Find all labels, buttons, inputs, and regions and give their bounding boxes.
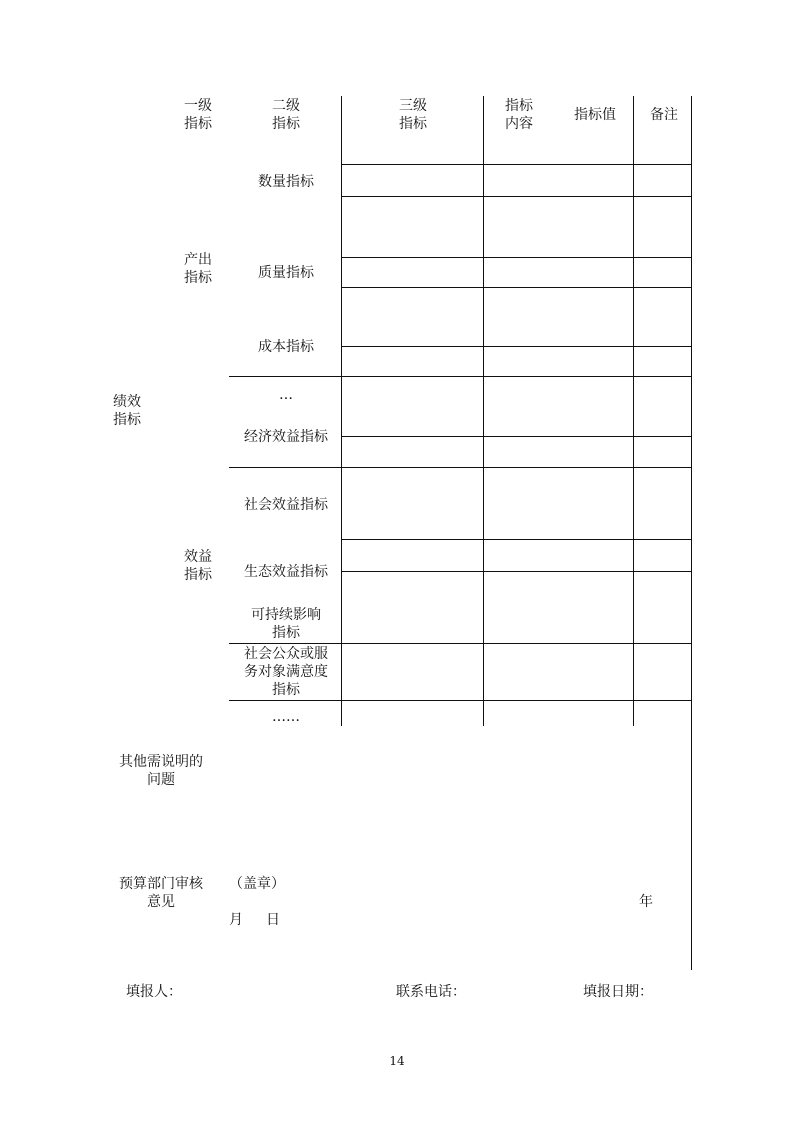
header-indicator-value: 指标值	[574, 107, 616, 123]
header-remark: 备注	[650, 107, 678, 123]
rule-h-header-bottom	[341, 164, 692, 165]
output-indicator-label: 产出 指标	[184, 252, 212, 286]
fill-date-label: 填报日期：	[583, 984, 653, 1000]
ecological-benefit-indicator: 生态效益指标	[244, 564, 328, 580]
review-opinion-label: 预算部门审核 意见	[119, 876, 203, 910]
rule-v-content-left	[483, 96, 484, 726]
benefit-indicator-label: 效益 指标	[184, 549, 212, 583]
year-text: 年	[639, 894, 653, 910]
sustainable-impact-indicator: 可持续影响 指标	[251, 607, 321, 641]
benefit-ellipsis: ……	[272, 709, 300, 725]
economic-benefit-indicator: 经济效益指标	[244, 429, 328, 445]
rule-h-cost-1	[341, 346, 692, 347]
header-level1: 一级 指标	[184, 98, 212, 132]
quality-indicator: 质量指标	[258, 265, 314, 281]
rule-h-ecological-1	[341, 571, 692, 572]
social-benefit-indicator: 社会效益指标	[244, 497, 328, 513]
day-text: 日	[266, 912, 280, 928]
phone-label: 联系电话：	[396, 984, 466, 1000]
rule-h-economic-end	[229, 467, 692, 468]
rule-h-economic-1	[341, 436, 692, 437]
page-number: 14	[389, 1054, 405, 1068]
filler-label: 填报人：	[126, 984, 182, 1000]
header-level3: 三级 指标	[399, 98, 427, 132]
rule-h-satisfaction-end	[229, 700, 692, 701]
rule-v-remark-left	[633, 96, 634, 726]
performance-indicator-label: 绩效 指标	[113, 394, 141, 428]
rule-v-level3-left	[341, 96, 342, 726]
header-indicator-content: 指标 内容	[505, 98, 533, 132]
rule-h-quantity-2	[341, 257, 692, 258]
output-ellipsis: …	[279, 387, 293, 403]
month-text: 月	[229, 912, 243, 928]
quantity-indicator: 数量指标	[258, 174, 314, 190]
satisfaction-indicator: 社会公众或服 务对象满意度 指标	[244, 646, 328, 698]
seal-text: （盖章）	[229, 876, 285, 892]
other-issues-label: 其他需说明的 问题	[119, 754, 203, 788]
rule-v-right-edge	[691, 96, 692, 970]
cost-indicator: 成本指标	[258, 339, 314, 355]
rule-h-quality-1	[341, 287, 692, 288]
rule-h-quantity-1	[341, 196, 692, 197]
rule-h-output-end	[229, 376, 692, 377]
rule-h-social-end	[341, 539, 692, 540]
header-level2: 二级 指标	[272, 98, 300, 132]
rule-h-sustainable-end	[229, 643, 692, 644]
